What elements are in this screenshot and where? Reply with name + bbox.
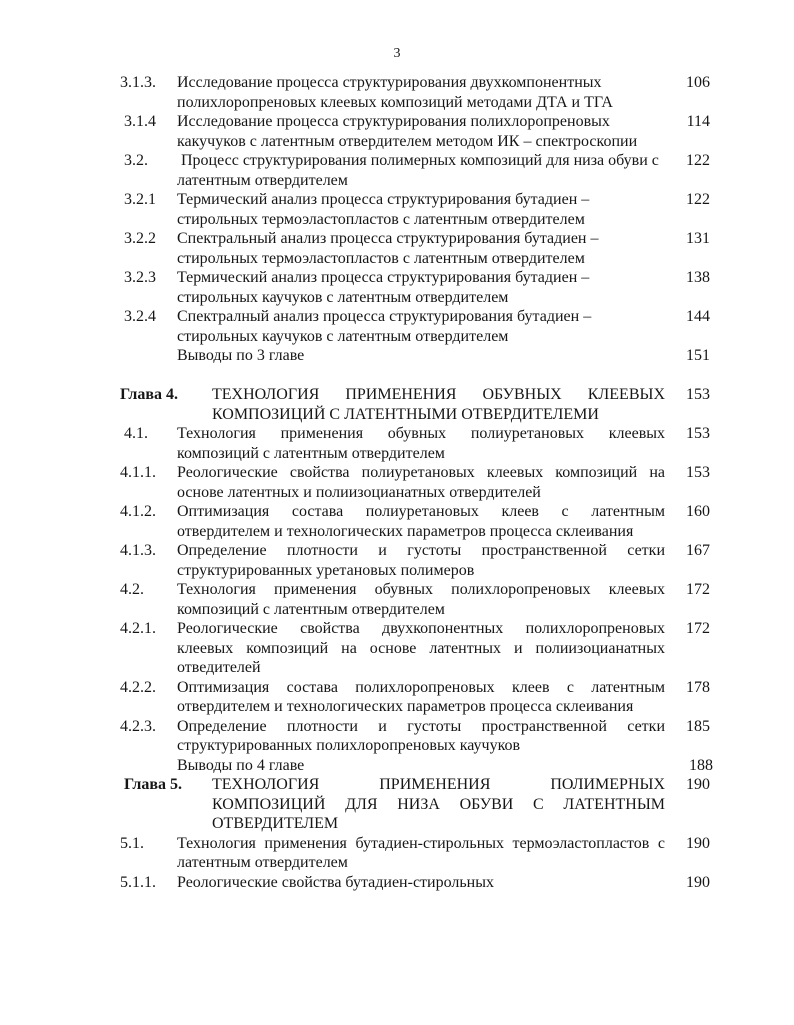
toc-entry xyxy=(120,756,713,776)
entry-number: 3.2.3 xyxy=(120,269,156,286)
toc-entry xyxy=(120,307,710,346)
entry-page: 153 xyxy=(686,425,710,442)
entry-title: Спектральный анализ процесса структурирования бутадиен – стирольных термоэластопластов с латентным отвердителем xyxy=(177,230,599,267)
entry-number: 3.1.3. xyxy=(120,74,156,91)
entry-page: 151 xyxy=(686,347,710,364)
entry-title: Выводы по 3 главе xyxy=(177,347,305,364)
toc-entry xyxy=(120,541,710,580)
entry-number: 3.2.2 xyxy=(120,230,156,247)
entry-number xyxy=(120,346,177,366)
toc-entry xyxy=(120,678,710,717)
entry-page: 153 xyxy=(686,386,710,403)
entry-number: 4.1.2. xyxy=(120,503,156,520)
toc-entry xyxy=(120,268,710,307)
entry-title: Спектралный анализ процесса структурирования бутадиен – стирольных каучуков с латентным отвердителем xyxy=(177,308,592,345)
toc-chapter-entry xyxy=(120,385,710,424)
entry-number: 5.1.1. xyxy=(120,873,156,891)
entry-page: 178 xyxy=(686,678,710,696)
entry-title: Реологические свойства бутадиен-стирольных xyxy=(177,873,494,891)
entry-title: Технология применения обувных полиуретановых клеевых композиций с латентным отвердителем xyxy=(177,425,665,462)
entry-page: 172 xyxy=(686,581,710,598)
entry-title: Реологические свойства полиуретановых клеевых композиций на основе латентных и полиизоцианатных отвердителей xyxy=(177,464,665,501)
entry-page: 188 xyxy=(689,756,713,774)
entry-page: 114 xyxy=(686,113,710,130)
entry-title: Технология применения бутадиен-стирольных термоэластопластов с латентным отвердителем xyxy=(177,834,665,871)
page-number: 3 xyxy=(393,46,401,61)
entry-title: Термический анализ процесса структурирования бутадиен – стирольных каучуков с латентным отвердителем xyxy=(177,269,590,306)
entry-title: Определение плотности и густоты пространственной сетки структурированных полихлоропреновых каучуков xyxy=(177,717,665,754)
entry-number: 3.2. xyxy=(120,152,148,169)
entry-title: ТЕХНОЛОГИЯ ПРИМЕНЕНИЯ ОБУВНЫХ КЛЕЕВЫХ КОМПОЗИЦИЙ С ЛАТЕНТНЫМИ ОТВЕРДИТЕЛЕМИ xyxy=(212,386,665,423)
entry-title: Определение плотности и густоты пространственной сетки структурированных уретановых полимеров xyxy=(177,542,665,579)
entry-page: 160 xyxy=(686,503,710,520)
entry-number: 4.2. xyxy=(120,581,144,598)
entry-page: 190 xyxy=(686,834,710,852)
entry-number: 4.1.1. xyxy=(120,464,156,481)
entry-title: Выводы по 4 главе xyxy=(177,756,305,774)
entry-number: Глава 4. xyxy=(120,386,178,403)
toc-entry xyxy=(120,424,710,463)
entry-title: Исследование процесса структурирования двухкомпонентных полихлоропреновых клеевых композиций методами ДТА и ТГА xyxy=(177,74,613,111)
entry-page: 167 xyxy=(686,542,710,559)
entry-title: Оптимизация состава полихлоропреновых клеев с латентным отвердителем и технологических параметров процесса склеивания xyxy=(177,678,665,715)
table-of-contents xyxy=(120,73,713,892)
entry-title: Реологические свойства двухкопонентных полихлоропреновых клеевых композиций на основе латентных и полиизоцианатных отведителей xyxy=(177,620,665,676)
entry-number: 4.1. xyxy=(120,425,148,442)
entry-title: Исследование процесса структурирования полихлоропреновых какучуков с латентным отвердителем методом ИК – спектроскопии xyxy=(177,113,638,150)
entry-page: 172 xyxy=(686,620,710,637)
toc-entry xyxy=(120,717,710,756)
entry-number xyxy=(120,756,177,776)
entry-number: 3.2.1 xyxy=(120,191,156,208)
toc-entry xyxy=(120,619,710,678)
entry-title: Термический анализ процесса структурирования бутадиен – стирольных термоэластопластов с латентным отвердителем xyxy=(177,191,590,228)
toc-entry xyxy=(120,190,710,229)
entry-page: 131 xyxy=(686,230,710,247)
entry-number: 4.2.1. xyxy=(120,620,156,637)
entry-page: 190 xyxy=(686,873,710,891)
toc-entry xyxy=(120,151,710,190)
entry-page: 122 xyxy=(686,191,710,208)
entry-number: 3.1.4 xyxy=(120,113,156,130)
toc-entry xyxy=(120,502,710,541)
toc-entry xyxy=(120,112,710,151)
entry-page: 190 xyxy=(686,776,710,793)
toc-entry xyxy=(120,346,710,366)
toc-entry xyxy=(120,580,710,619)
entry-number: 3.2.4 xyxy=(120,308,156,325)
toc-entry xyxy=(120,229,710,268)
entry-number: 5.1. xyxy=(120,834,144,852)
entry-number: 4.1.3. xyxy=(120,542,156,559)
toc-entry xyxy=(120,873,710,893)
entry-number: 4.2.2. xyxy=(120,678,156,696)
entry-number: Глава 5. xyxy=(120,776,182,793)
entry-title: Оптимизация состава полиуретановых клеев с латентным отвердителем и технологических параметров процесса склеивания xyxy=(177,503,665,540)
toc-entry xyxy=(120,73,710,112)
entry-page: 185 xyxy=(686,717,710,735)
entry-page: 138 xyxy=(686,269,710,286)
entry-title: Технология применения обувных полихлоропреновых клеевых композиций с латентным отвердителем xyxy=(177,581,665,618)
toc-entry xyxy=(120,834,710,873)
entry-title: Процесс структурирования полимерных композиций для низа обуви с латентным отвердителем xyxy=(177,152,663,189)
toc-chapter-entry xyxy=(120,775,710,834)
entry-page: 106 xyxy=(686,74,710,91)
toc-entry xyxy=(120,463,710,502)
entry-title: ТЕХНОЛОГИЯ ПРИМЕНЕНИЯ ПОЛИМЕРНЫХ КОМПОЗИЦИЙ ДЛЯ НИЗА ОБУВИ С ЛАТЕНТНЫМ ОТВЕРДИТЕЛЕМ xyxy=(212,776,665,832)
entry-page: 122 xyxy=(686,152,710,169)
entry-page: 144 xyxy=(686,308,710,325)
entry-number: 4.2.3. xyxy=(120,717,156,735)
entry-page: 153 xyxy=(686,464,710,481)
